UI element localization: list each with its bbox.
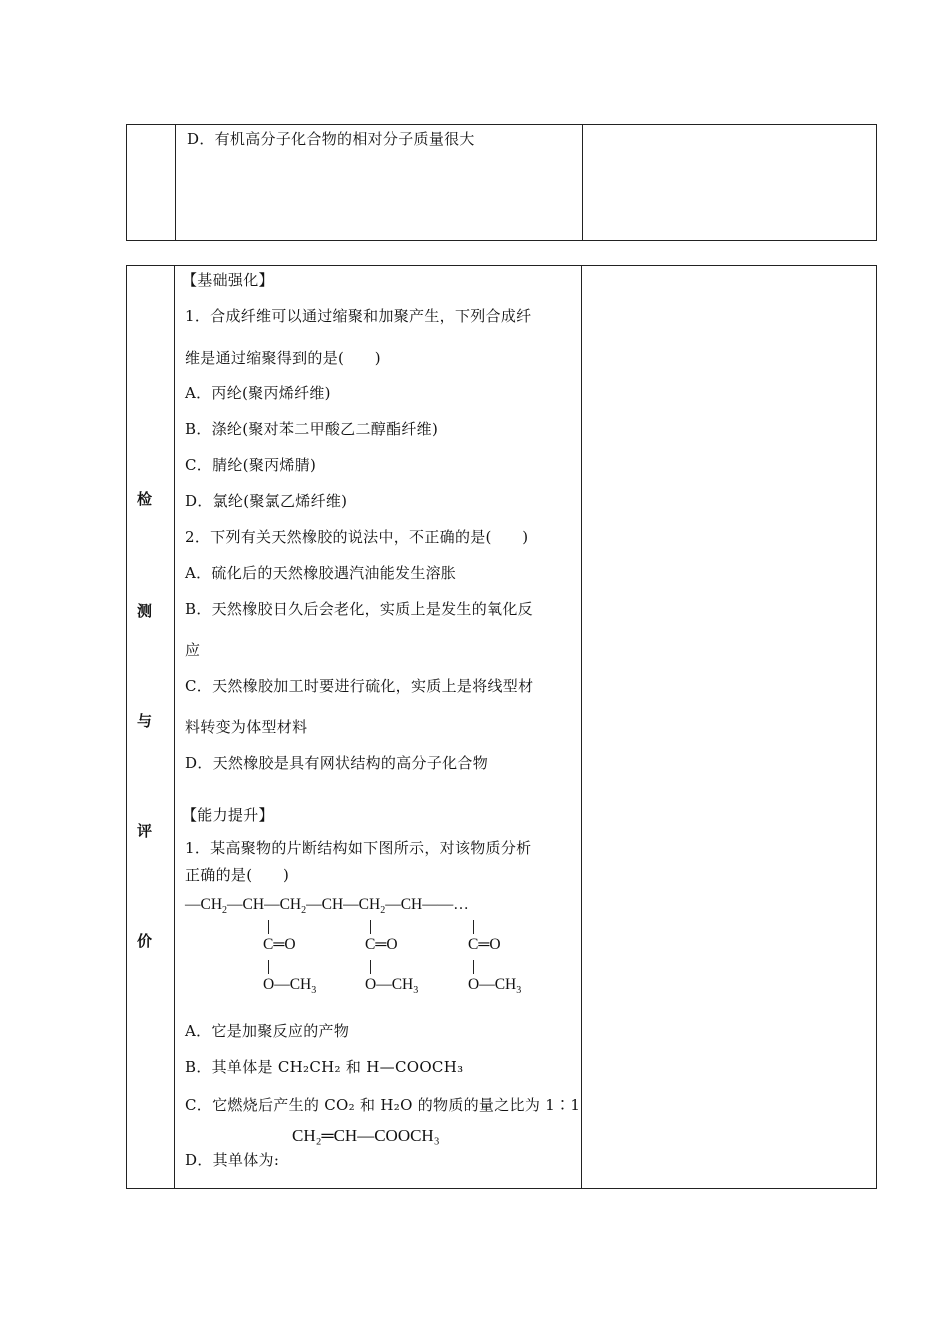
option-text: 应	[185, 641, 201, 659]
polymer-main-chain: $—CH_2—CH—CH_2—CH—CH_2—CH——\dots$	[185, 896, 469, 916]
question-text: 1．合成纤维可以通过缩聚和加聚产生，下列合成纤	[185, 307, 532, 325]
ester-group: $O—CH_3$	[468, 976, 522, 996]
option-text: C．天然橡胶加工时要进行硫化，实质上是将线型材	[185, 677, 534, 695]
polymer-structure	[185, 896, 575, 1006]
side-label-char: 与	[137, 712, 153, 730]
option-text: B．天然橡胶日久后会老化，实质上是发生的氧化反	[185, 600, 533, 618]
column-divider	[581, 266, 582, 1188]
carbonyl-group: C═O	[365, 936, 398, 953]
carbonyl-group: C═O	[468, 936, 501, 953]
side-label-char: 检	[137, 490, 153, 508]
option-text: B．其单体是 CH₂CH₂ 和 H—COOCH₃	[185, 1058, 464, 1076]
option-text: C．腈纶(聚丙烯腈)	[185, 456, 317, 474]
main-table	[126, 265, 877, 1189]
option-text: 料转变为体型材料	[185, 718, 308, 736]
side-label-char: 测	[137, 602, 153, 620]
column-divider	[582, 125, 583, 240]
column-divider	[175, 125, 176, 240]
carbonyl-group: C═O	[263, 936, 296, 953]
option-text: B．涤纶(聚对苯二甲酸乙二醇酯纤维)	[185, 420, 439, 438]
section-heading-basic: 【基础强化】	[182, 271, 274, 289]
option-text: D．天然橡胶是具有网状结构的高分子化合物	[185, 754, 489, 772]
top-table	[126, 124, 877, 241]
monomer-formula: CH₂═CH—COOCH₃	[292, 1126, 440, 1145]
side-label-char: 评	[137, 822, 153, 840]
question-text: 2．下列有关天然橡胶的说法中，不正确的是( )	[185, 528, 529, 546]
question-text: 1．某高聚物的片断结构如下图所示，对该物质分析	[185, 839, 532, 857]
option-text: D．其单体为:	[185, 1151, 280, 1169]
side-label-char: 价	[137, 932, 153, 950]
option-text: A．硫化后的天然橡胶遇汽油能发生溶胀	[185, 564, 457, 582]
question-text: 正确的是( )	[185, 866, 290, 884]
question-text: 维是通过缩聚得到的是( )	[185, 349, 381, 367]
ester-group: $O—CH_3$	[263, 976, 317, 996]
ester-group: $O—CH_3$	[365, 976, 419, 996]
column-divider	[174, 266, 175, 1188]
option-text: A．它是加聚反应的产物	[185, 1022, 350, 1040]
section-heading-advanced: 【能力提升】	[182, 806, 274, 824]
option-text: A．丙纶(聚丙烯纤维)	[185, 384, 331, 402]
option-text: D．氯纶(聚氯乙烯纤维)	[185, 492, 348, 510]
option-d: D．有机高分子化合物的相对分子质量很大	[187, 130, 475, 148]
option-text: C．它燃烧后产生的 CO₂ 和 H₂O 的物质的量之比为 1∶1	[185, 1096, 581, 1114]
